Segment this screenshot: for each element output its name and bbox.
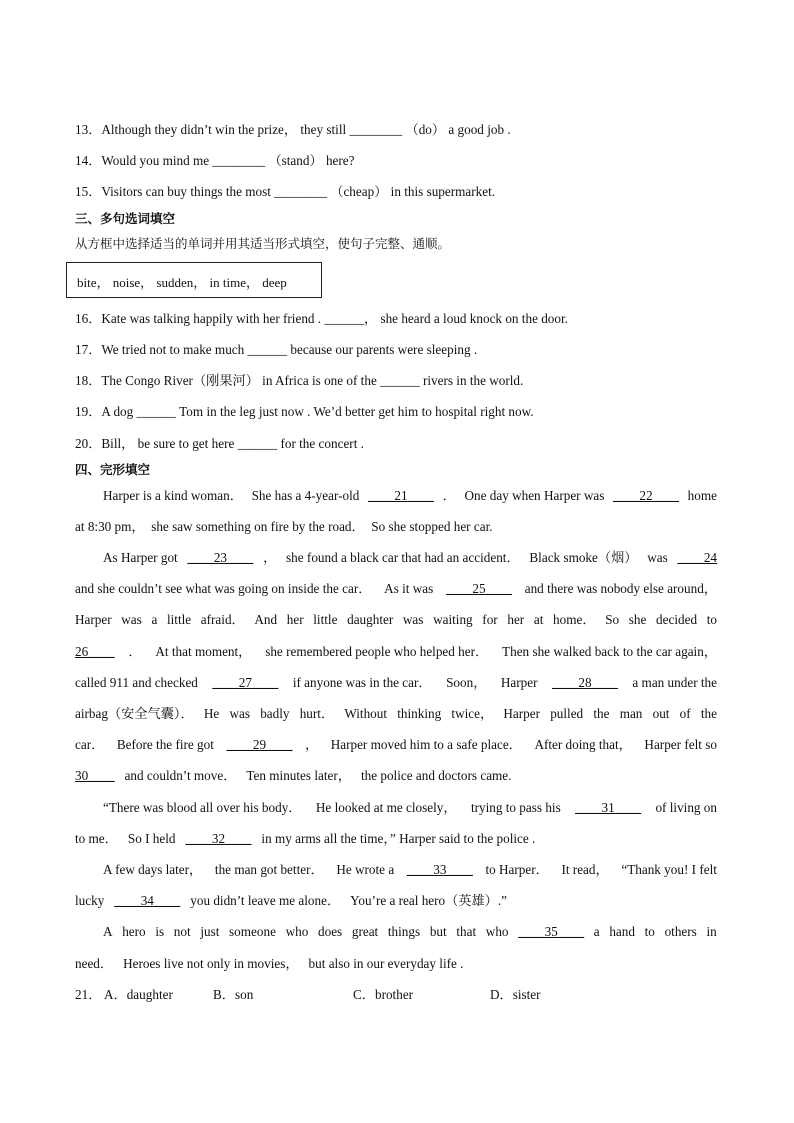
passage-text: others [664, 924, 697, 939]
passage-text: “There was blood all over his body． [103, 800, 302, 815]
passage-text: and there was nobody else around， [524, 581, 717, 596]
passage-text: After doing that， [534, 737, 632, 752]
passage-text: trying to pass his [470, 800, 561, 815]
passage-text: Harper is a kind woman． [103, 488, 243, 503]
question-14: 14．Would you mind me ________ （stand） here? [75, 153, 355, 168]
passage-text: hurt． [299, 706, 335, 721]
passage-text: car． [75, 737, 105, 752]
question-19: 19．A dog ______ Tom in the leg just now . We’d better get him to hospital right now. [75, 404, 534, 419]
question-16: 16．Kate was talking happily with her friend . ______， she heard a loud knock on the door. [75, 311, 568, 326]
option-d: D．sister [490, 987, 541, 1002]
passage-text: called 911 and checked [75, 675, 198, 690]
cloze-blank: ____21____ [368, 488, 434, 503]
passage-text: does [318, 924, 343, 939]
passage-text: a man under the [632, 675, 717, 690]
passage-text: home [687, 488, 717, 503]
passage-text: Then she walked back to the car again， [502, 644, 717, 659]
passage-text: “Thank you! I felt [621, 862, 717, 877]
question-17: 17．We tried not to make much ______ because our parents were sleeping . [75, 342, 478, 357]
word-box-words: bite， noise， sudden， in time， deep [77, 275, 287, 290]
passage-line [75, 892, 717, 910]
passage-text: out [652, 706, 670, 721]
passage-text: the [700, 706, 717, 721]
passage-text: Without [344, 706, 388, 721]
passage-text: she [628, 612, 647, 627]
section-4-title: 四、完形填空 [75, 462, 151, 477]
cloze-blank: ____34____ [114, 893, 181, 908]
passage-text: waiting [433, 612, 473, 627]
cloze-blank: ____28____ [551, 675, 618, 690]
cloze-blank: 30____ [75, 768, 115, 783]
passage-text: little [166, 612, 192, 627]
passage-line [75, 580, 717, 598]
passage-text: at 8:30 pm， she saw something on fire by the road． So she stopped her car. [75, 519, 493, 534]
passage-text: who [485, 924, 509, 939]
passage-text: airbag（安全气囊）． [75, 706, 194, 721]
cloze-blank: ____24 [677, 550, 717, 565]
passage-text: thinking [397, 706, 442, 721]
passage-text: if anyone was in the car． [292, 675, 432, 690]
passage-text: As it was [384, 581, 434, 596]
passage-text: Harper felt so [644, 737, 717, 752]
passage-text: pulled [550, 706, 584, 721]
passage-text: the police and doctors came. [360, 768, 512, 783]
passage-text: her [507, 612, 525, 627]
passage-text: of living on [655, 800, 717, 815]
passage-text: He wrote a [336, 862, 395, 877]
passage-text: afraid． [200, 612, 245, 627]
option-c: C．brother [353, 987, 414, 1002]
passage-text: but also in our everyday life . [308, 956, 464, 971]
passage-text: Harper moved him to a safe place． [330, 737, 522, 752]
passage-text: A few days later， [103, 862, 203, 877]
passage-text: great [351, 924, 379, 939]
passage-text: she found a black car that had an accident． [286, 550, 520, 565]
passage-line [103, 861, 717, 879]
passage-text: lucky [75, 893, 105, 908]
passage-text: to [706, 612, 717, 627]
question-18: 18．The Congo River（刚果河） in Africa is one of the ______ rivers in the world. [75, 373, 524, 388]
passage-text: was [402, 612, 424, 627]
passage-line [75, 611, 717, 629]
passage-text: At that moment， [155, 644, 252, 659]
passage-text: Before the fire got [116, 737, 214, 752]
section-3-title: 三、多句选词填空 [75, 211, 176, 226]
passage-text: She has a 4-year-old [251, 488, 360, 503]
passage-text: you didn’t leave me alone． [190, 893, 341, 908]
passage-line [75, 830, 717, 848]
passage-text: in my arms all the time，” Harper said to the police . [261, 831, 536, 846]
passage-text: Black smoke（烟） [529, 550, 638, 565]
passage-text: daughter [347, 612, 394, 627]
passage-text: man [619, 706, 643, 721]
passage-line [103, 549, 717, 567]
passage-text: a [593, 924, 600, 939]
passage-line [103, 487, 717, 505]
cloze-blank: ____33____ [406, 862, 473, 877]
passage-text: just [200, 924, 220, 939]
passage-text: ， [263, 550, 277, 565]
passage-text: Ten minutes later， [246, 768, 351, 783]
passage-text: the man got better． [214, 862, 324, 877]
passage-text: who [285, 924, 309, 939]
passage-line [75, 643, 717, 661]
passage-text: for [482, 612, 498, 627]
passage-text: someone [229, 924, 276, 939]
option-b: B．son [213, 987, 254, 1002]
passage-text: A [103, 924, 113, 939]
passage-text: So I held [127, 831, 176, 846]
passage-line [75, 767, 717, 785]
question-21-number: 21． [75, 987, 102, 1002]
passage-text: need． [75, 956, 114, 971]
cloze-blank: ____32____ [185, 831, 252, 846]
passage-text: and she couldn’t see what was going on inside the car． [75, 581, 372, 596]
passage-text: was [229, 706, 250, 721]
passage-line [103, 799, 717, 817]
passage-text: of [679, 706, 691, 721]
passage-text: but [429, 924, 447, 939]
passage-text: He [203, 706, 220, 721]
cloze-blank: ____23____ [187, 550, 254, 565]
passage-text: to [644, 924, 655, 939]
passage-text: a [151, 612, 158, 627]
passage-text: Harper [75, 612, 112, 627]
passage-text: and couldn’t move． [124, 768, 237, 783]
section-3-instruction: 从方框中选择适当的单词并用其适当形式填空，使句子完整、通顺。 [75, 236, 451, 251]
passage-text: ． [128, 644, 142, 659]
passage-text: home． [553, 612, 596, 627]
passage-text: is [155, 924, 165, 939]
passage-text: Harper [503, 706, 540, 721]
passage-text: It read， [561, 862, 609, 877]
passage-text: So [605, 612, 620, 627]
passage-text: hero [122, 924, 146, 939]
passage-text: to me． [75, 831, 118, 846]
passage-line [75, 736, 717, 754]
passage-text: little [313, 612, 338, 627]
passage-text: You’re a real hero（英雄）.” [350, 893, 508, 908]
passage-text: at [533, 612, 544, 627]
passage-line [75, 955, 717, 973]
passage-text: One day when Harper was [464, 488, 605, 503]
passage-text: ， [304, 737, 319, 752]
passage-text: the [593, 706, 610, 721]
cloze-blank: ____27____ [212, 675, 279, 690]
passage-text: twice， [451, 706, 494, 721]
passage-text: she remembered people who helped her． [265, 644, 489, 659]
passage-text: decided [656, 612, 698, 627]
passage-text: Heroes live not only in movies， [123, 956, 299, 971]
cloze-blank: ____35____ [518, 924, 585, 939]
passage-text: not [173, 924, 191, 939]
passage-text: that [456, 924, 477, 939]
cloze-blank: ____22____ [613, 488, 679, 503]
cloze-blank: 26____ [75, 644, 115, 659]
passage-text: And [254, 612, 278, 627]
passage-text: in [706, 924, 717, 939]
passage-text: He looked at me closely， [315, 800, 457, 815]
passage-text: was [647, 550, 668, 565]
cloze-blank: ____29____ [226, 737, 293, 752]
passage-text: badly [260, 706, 290, 721]
passage-text: Soon， [446, 675, 487, 690]
question-20: 20．Bill， be sure to get here ______ for the concert . [75, 436, 364, 451]
passage-line [75, 518, 717, 536]
passage-text: to Harper． [485, 862, 549, 877]
passage-text: things [387, 924, 421, 939]
passage-line [75, 674, 717, 692]
passage-text: Harper [500, 675, 538, 690]
cloze-blank: ____25____ [446, 581, 512, 596]
passage-text: her [286, 612, 304, 627]
option-a: A．daughter [104, 987, 173, 1002]
passage-text: was [121, 612, 142, 627]
question-13: 13．Although they didn’t win the prize， they still ________ （do） a good job . [75, 122, 511, 137]
passage-text: ． [442, 488, 456, 503]
passage-text: hand [609, 924, 635, 939]
passage-line [103, 923, 717, 941]
word-box [66, 262, 322, 298]
passage-text: As Harper got [103, 550, 178, 565]
cloze-blank: ____31____ [575, 800, 642, 815]
question-15: 15．Visitors can buy things the most ________ （cheap） in this supermarket. [75, 184, 496, 199]
passage-line [75, 705, 717, 723]
